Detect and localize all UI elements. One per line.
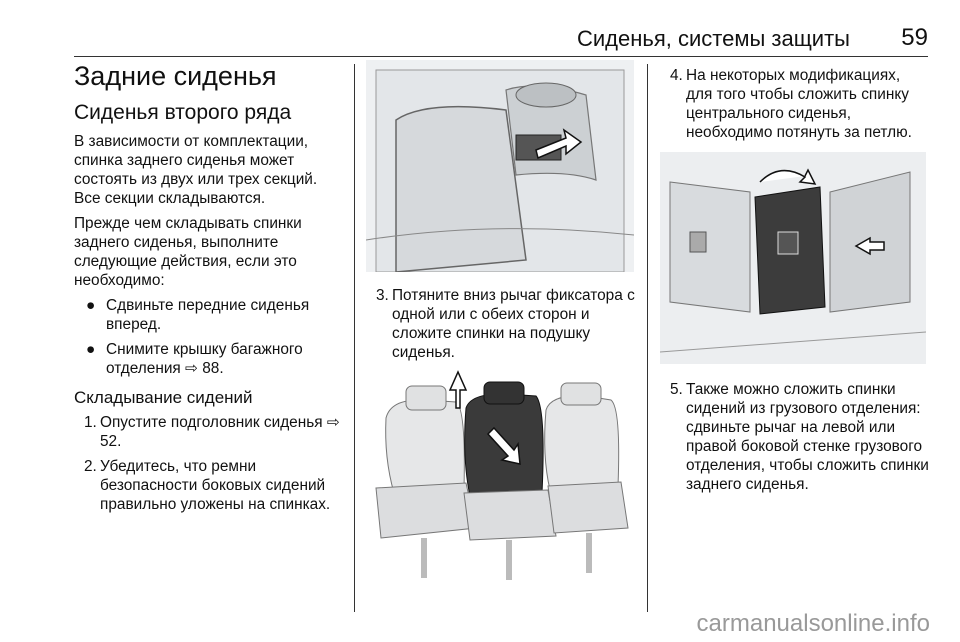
intro-paragraph: В зависимости от комплектации, спинка заднего сиденья может состоять из двух или трех секций. Все секции складываются. xyxy=(74,133,318,207)
page-heading: Задние сиденья xyxy=(74,61,277,91)
column-2 xyxy=(366,60,638,598)
step-4: 4. На некоторых модификациях, для того чтобы сложить спинку центрального сиденья, необходимо потянуть за петлю. xyxy=(670,67,912,141)
header-divider xyxy=(74,56,928,57)
section-title: Сиденья, системы защиты xyxy=(576,26,850,51)
column-3 xyxy=(660,60,930,500)
page-number: 59 xyxy=(901,24,928,51)
folding-heading: Складывание сидений xyxy=(74,388,253,407)
bullet-item: ● Сдвиньте передние сиденья вперед. xyxy=(86,297,310,333)
watermark: carmanualsonline.info xyxy=(696,610,930,637)
column-divider-2 xyxy=(647,64,648,612)
step-5: 5. Также можно сложить спинки сидений из грузового отделения: сдвиньте рычаг на левой или правой боковой стенке грузового отделения, чтобы сложить спинки заднего сиденья. xyxy=(670,381,929,493)
step-2: 2. Убедитесь, что ремни безопасности боковых сидений правильно уложены на спинках. xyxy=(84,458,331,513)
seat-lever-illustration xyxy=(366,60,634,272)
bullet-item: ● Снимите крышку багажного отделения ⇨ 88. xyxy=(86,341,303,377)
step-3: 3. Потяните вниз рычаг фиксатора с одной или с обеих сторон и сложите спинки на подушку сиденья. xyxy=(376,287,635,361)
column-divider-1 xyxy=(354,64,355,612)
step-1: 1. Опустите подголовник сиденья ⇨ 52. xyxy=(84,414,340,450)
column-1 xyxy=(74,60,346,520)
prep-paragraph: Прежде чем складывать спинки заднего сиденья, выполните следующие действия, если это необходимо: xyxy=(74,215,302,289)
rear-seats-illustration xyxy=(366,368,634,598)
cargo-area-illustration xyxy=(660,152,926,364)
subheading: Сиденья второго ряда xyxy=(74,101,292,124)
